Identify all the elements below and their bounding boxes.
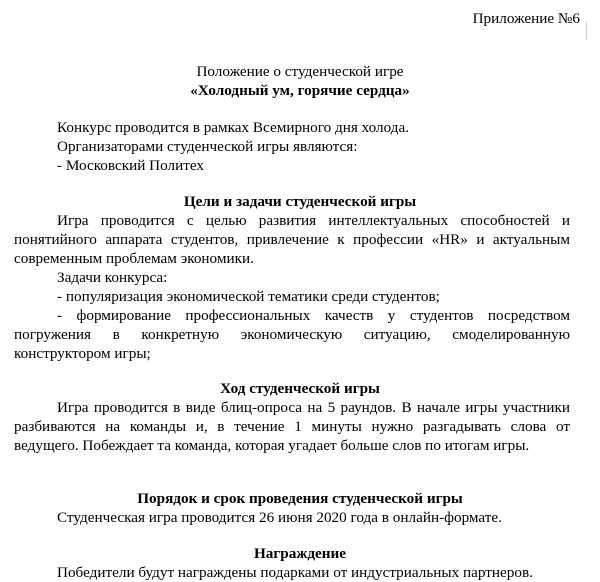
award-heading: Награждение: [253, 545, 347, 562]
goals-heading: Цели и задачи студенческой игры: [183, 193, 417, 210]
award-text: Победители будут награждены подарками от индустриальных партнеров.: [57, 564, 533, 581]
document-title: Положение о студенческой игре: [196, 63, 404, 80]
game-name: «Холодный ум, горячие сердца»: [190, 82, 410, 99]
schedule-text: Студенческая игра проводится 26 июня 2020 года в онлайн-формате.: [57, 509, 502, 526]
goals-paragraph: Игра проводится с целью развития интеллектуальных способностей и понятийного аппарата студентов, привлечение к профессии «HR» и актуальным современным проблемам экономики.: [14, 212, 570, 267]
course-paragraph: Игра проводится в виде блиц-опроса на 5 раундов. В начале игры участники разбиваются на команды и, в течение 1 минуты нужно разгадывать слова от ведущего. Побеждает та команда, которая угадает больше слов по итогам игры.: [14, 399, 570, 454]
course-heading: Ход студенческой игры: [220, 380, 380, 397]
appendix-label: Приложение №6: [472, 10, 580, 27]
intro-line-1: Конкурс проводится в рамках Всемирного дня холода.: [57, 119, 410, 136]
tasks-label: Задачи конкурса:: [57, 269, 168, 286]
task-item-2: - формирование профессиональных качеств у студентов посредством погружения в конкретную экономическую ситуацию, смоделированную конструктором игры;: [14, 307, 570, 362]
task-item-1: - популяризация экономической тематики среди студентов;: [57, 288, 440, 305]
organizer-item: - Московский Политех: [57, 157, 204, 174]
schedule-heading: Порядок и срок проведения студенческой игры: [137, 490, 463, 507]
intro-line-2: Организаторами студенческой игры являются:: [57, 138, 358, 155]
page-edge-mark: [586, 22, 587, 40]
